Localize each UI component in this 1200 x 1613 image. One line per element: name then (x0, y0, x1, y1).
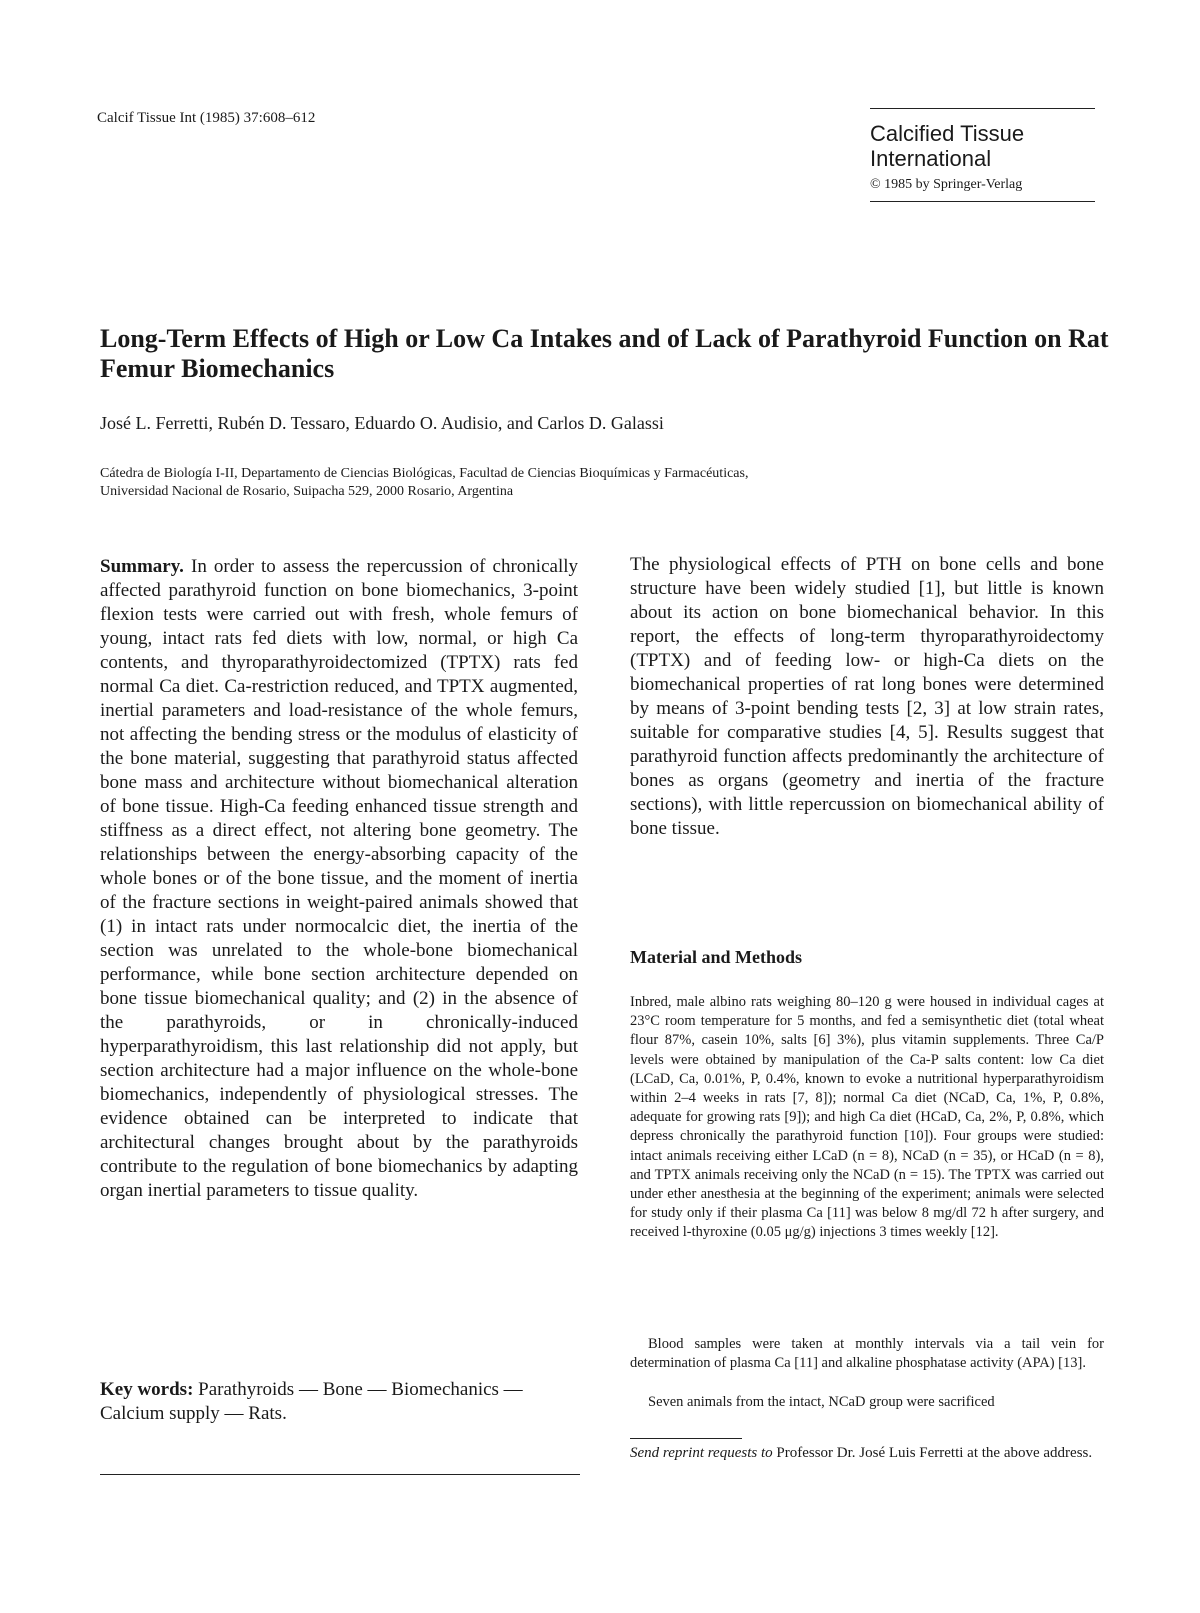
journal-box-top-rule (870, 108, 1095, 109)
methods-heading: Material and Methods (630, 947, 802, 967)
journal-name-line2: International (870, 146, 992, 171)
keywords-label: Key words: (100, 1379, 194, 1400)
footnote-italic: Send reprint requests to (630, 1445, 773, 1461)
summary (100, 555, 578, 1203)
column-end-rule (100, 1474, 580, 1475)
methods-paragraph-3: Seven animals from the intact, NCaD group were sacrificed (648, 1394, 995, 1410)
copyright: © 1985 by Springer-Verlag (870, 177, 1023, 192)
keywords (100, 1378, 578, 1426)
footnote-text: Professor Dr. José Luis Ferretti at the above address. (776, 1445, 1093, 1461)
authors: José L. Ferretti, Rubén D. Tessaro, Eduardo O. Audisio, and Carlos D. Galassi (100, 413, 664, 433)
paper-title: Long-Term Effects of High or Low Ca Intakes and of Lack of Parathyroid Function on Rat Femur Biomechanics (100, 324, 1109, 383)
affiliation-line1: Cátedra de Biología I-II, Departamento de Ciencias Biológicas, Facultad de Ciencias Bioquímicas y Farmacéuticas, (100, 466, 749, 481)
introduction: The physiological effects of PTH on bone cells and bone structure have been widely studied [1], but little is known about its action on bone biomechanical behavior. In this report, the effects of long-term thyroparathyroidectomy (TPTX) and of feeding low- or high-Ca diets on the biomechanical properties of rat long bones were determined by means of 3-point bending tests [2, 3] at low strain rates, suitable for comparative studies [4, 5]. Results suggest that parathyroid function affects predominantly the architecture of bones as organs (geometry and inertia of the fracture sections), with little repercussion on biomechanical ability of bone tissue. (630, 554, 1104, 839)
footnote-rule (630, 1438, 742, 1439)
methods-paragraph-2: Blood samples were taken at monthly intervals via a tail vein for determination of plasma Ca [11] and alkaline phosphatase activity (APA) [13]. (630, 1336, 1104, 1372)
journal-name (870, 121, 1095, 171)
affiliation-line2: Universidad Nacional de Rosario, Suipacha 529, 2000 Rosario, Argentina (100, 484, 514, 499)
journal-citation: Calcif Tissue Int (1985) 37:608–612 (97, 110, 316, 126)
affiliation (100, 465, 1100, 501)
summary-label: Summary. (100, 556, 184, 577)
methods-paragraph-1: Inbred, male albino rats weighing 80–120 g were housed in individual cages at 23°C room temperature for 5 months, and fed a semisynthetic diet (total wheat flour 87%, casein 10%, salts [6] 3%), plus vitamin supplements. Three Ca/P levels were obtained by manipulation of the Ca-P salts content: low Ca diet (LCaD, Ca, 0.01%, P, 0.4%, known to evoke a nutritional hyperparathyroidism within 2–4 weeks in rats [7, 8]); normal Ca diet (NCaD, Ca, 1%, P, 0.8%, adequate for growing rats [9]); and high Ca diet (HCaD, Ca, 2%, P, 0.8%, which depress chronically the parathyroid function [10]). Four groups were studied: intact animals receiving either LCaD (n = 8), NCaD (n = 35), or HCaD (n = 8), and TPTX animals receiving only the NCaD (n = 15). The TPTX was carried out under ether anesthesia at the beginning of the experiment; animals were selected for study only if their plasma Ca [11] was below 8 mg/dl 72 h after surgery, and received l-thyroxine (0.05 μg/g) injections 3 times weekly [12]. (630, 994, 1104, 1241)
footnote (630, 1444, 1104, 1463)
summary-text: In order to assess the repercussion of chronically affected parathyroid function on bone biomechanics, 3-point flexion tests were carried out with fresh, whole femurs of young, intact rats fed diets with low, normal, or high Ca contents, and thyroparathyroidectomized (TPTX) rats fed normal Ca diet. Ca-restriction reduced, and TPTX augmented, inertial parameters and load-resistance of the whole femurs, not affecting the bending stress or the modulus of elasticity of the bone material, suggesting that parathyroid status affected bone mass and architecture without biomechanical alteration of bone tissue. High-Ca feeding enhanced tissue strength and stiffness as a direct effect, not altering bone geometry. The relationships between the energy-absorbing capacity of the whole bones or of the bone tissue, and the moment of inertia of the fracture sections in weight-paired animals showed that (1) in intact rats under normocalcic diet, the inertia of the section was unrelated to the whole-bone biomechanical performance, while bone section architecture depended on bone tissue biomechanical quality; and (2) in the absence of the parathyroids, or in chronically-induced hyperparathyroidism, this last relationship did not apply, but section architecture had a major influence on the whole-bone biomechanics, independently of physiological stresses. The evidence obtained can be interpreted to indicate that architectural changes brought about by the parathyroids contribute to the regulation of bone biomechanics by adapting organ inertial parameters to tissue quality. (100, 556, 578, 1201)
keywords-text: Parathyroids — Bone — Biomechanics — Calcium supply — Rats. (100, 1379, 523, 1424)
journal-box-bottom-rule (870, 201, 1095, 202)
journal-box (870, 108, 1095, 202)
journal-name-line1: Calcified Tissue (870, 121, 1025, 146)
